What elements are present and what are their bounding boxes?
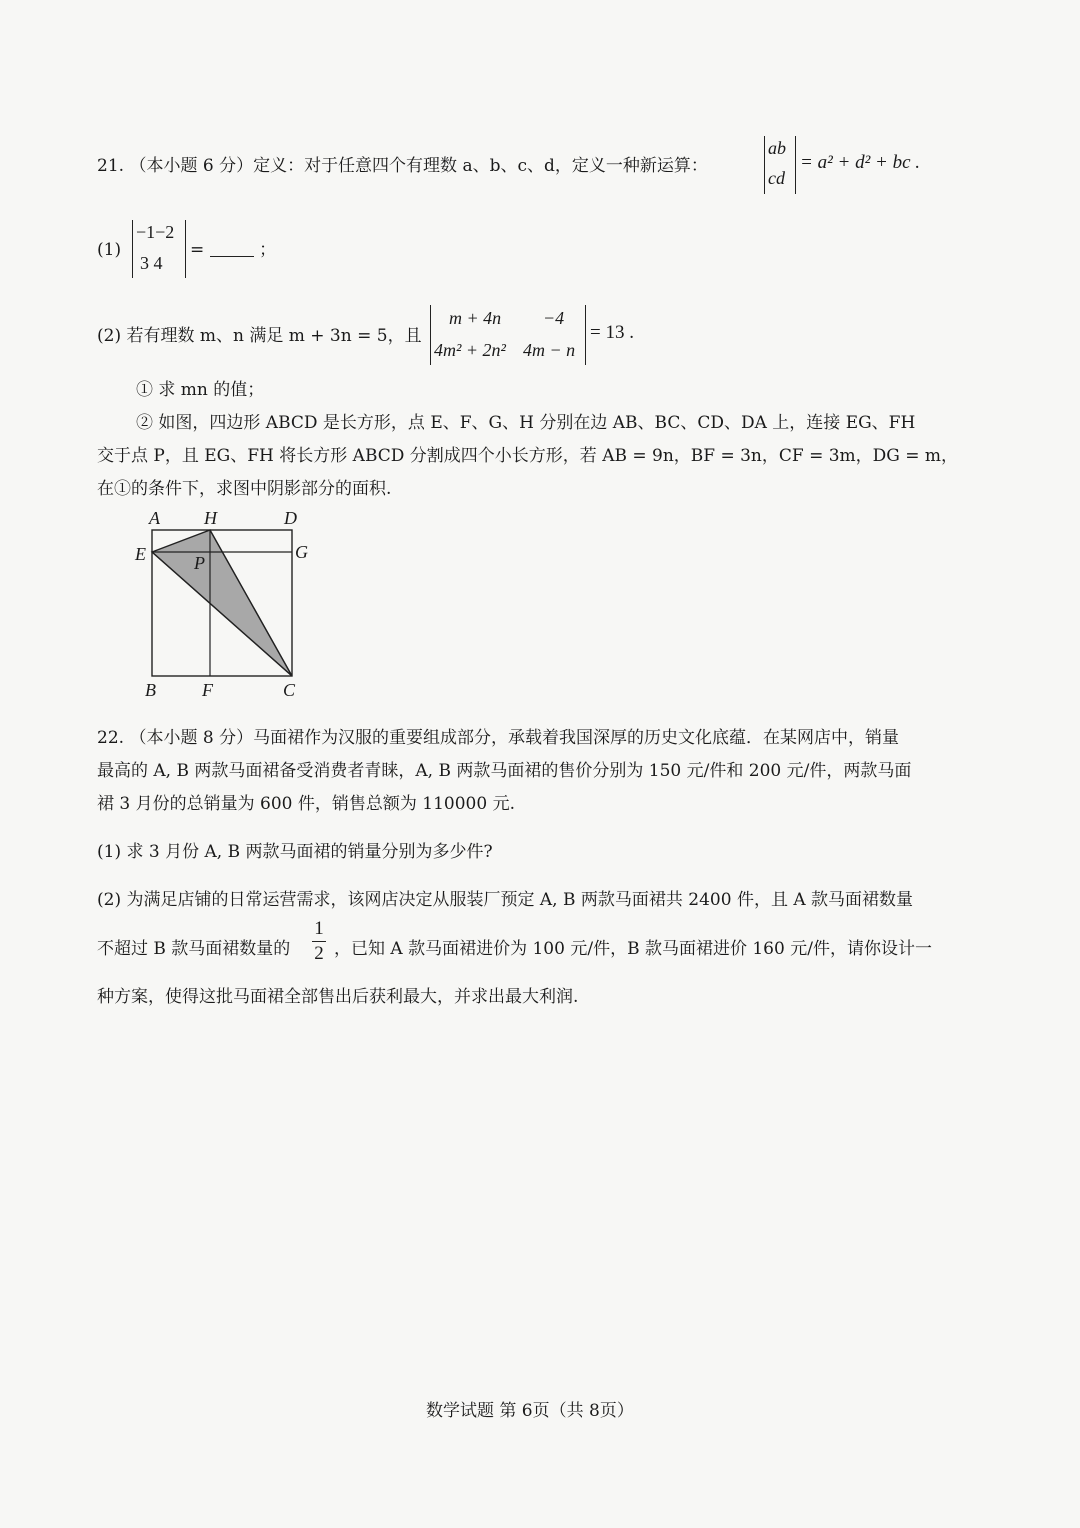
det-row-2: cd <box>768 168 785 188</box>
q21-definition-determinant <box>764 136 796 194</box>
page-footer: 数学试题 第 6页（共 8页） <box>426 1401 634 1421</box>
q22-part2-line2b: ，已知 A 款马面裙进价为 100 元/件，B 款马面裙进价 160 元/件，请你设计一 <box>334 939 932 959</box>
q22-line2: 最高的 A, B 两款马面裙备受消费者青睐，A, B 两款马面裙的售价分别为 150 元/件和 200 元/件，两款马面 <box>97 761 912 781</box>
q21-part1-label: (1) <box>97 240 122 260</box>
q21-sub1: ① 求 mn 的值； <box>136 380 265 400</box>
q21-part2-result: = 13 . <box>590 322 634 343</box>
det-row-2: 3 4 <box>140 253 163 273</box>
q21-part2-prefix: (2) 若有理数 m、n 满足 m + 3n = 5，且 <box>97 326 422 346</box>
q21-sub2-line1: ② 如图，四边形 ABCD 是长方形，点 E、F、G、H 分别在边 AB、BC、CD、DA 上，连接 EG、FH <box>136 413 916 433</box>
q22-part2-line1: (2) 为满足店铺的日常运营需求，该网店决定从服装厂预定 A, B 两款马面裙共 2400 件，且 A 款马面裙数量 <box>97 890 914 910</box>
q22-line3: 裙 3 月份的总销量为 600 件，销售总额为 110000 元. <box>97 794 515 814</box>
det-r1c1: m + 4n <box>449 308 502 328</box>
det-row-1: ab <box>768 138 786 158</box>
label-B: B <box>145 680 156 700</box>
label-E: E <box>135 544 146 564</box>
label-F: F <box>202 680 213 700</box>
semicolon: ； <box>259 240 277 260</box>
q22-part2-line2a: 不超过 B 款马面裙数量的 <box>97 939 291 959</box>
fraction-bar <box>312 941 326 942</box>
label-H: H <box>204 508 217 528</box>
q21-part2-determinant <box>430 305 586 365</box>
answer-blank <box>210 240 254 257</box>
rectangle-figure <box>128 505 328 705</box>
fraction-denominator: 2 <box>314 943 324 964</box>
fraction-one-half <box>309 918 329 965</box>
q21-stem: 21. （本小题 6 分）定义：对于任意四个有理数 a、b、c、d，定义一种新运算： <box>97 156 708 176</box>
q21-sub2-line2: 交于点 P，且 EG、FH 将长方形 ABCD 分割成四个小长方形，若 AB = 9n，BF = 3n，CF = 3m，DG = m， <box>97 446 959 466</box>
q22-part1: (1) 求 3 月份 A, B 两款马面裙的销量分别为多少件? <box>97 842 493 862</box>
q21-sub2-line3: 在①的条件下，求图中阴影部分的面积. <box>97 479 392 499</box>
label-C: C <box>283 680 296 700</box>
equals-sign: = <box>190 240 205 260</box>
fraction-numerator: 1 <box>314 918 324 939</box>
q22-line1: 22. （本小题 8 分）马面裙作为汉服的重要组成部分，承载着我国深厚的历史文化底蕴．在某网店中，销量 <box>97 728 900 748</box>
label-P: P <box>194 553 205 573</box>
q21-part1-determinant <box>132 220 186 278</box>
q22-part2-line3: 种方案，使得这批马面裙全部售出后获利最大，并求出最大利润. <box>97 987 579 1007</box>
det-r2c1: 4m² + 2n² <box>434 340 506 360</box>
q21-part1-answer <box>190 238 276 262</box>
det-r2c2: 4m − n <box>523 340 576 360</box>
label-D: D <box>284 508 297 528</box>
det-r1c2: −4 <box>543 308 565 328</box>
label-G: G <box>295 542 308 562</box>
label-A: A <box>149 508 160 528</box>
det-row-1: −1−2 <box>136 222 175 242</box>
q21-definition-result: = a² + d² + bc . <box>800 152 921 173</box>
